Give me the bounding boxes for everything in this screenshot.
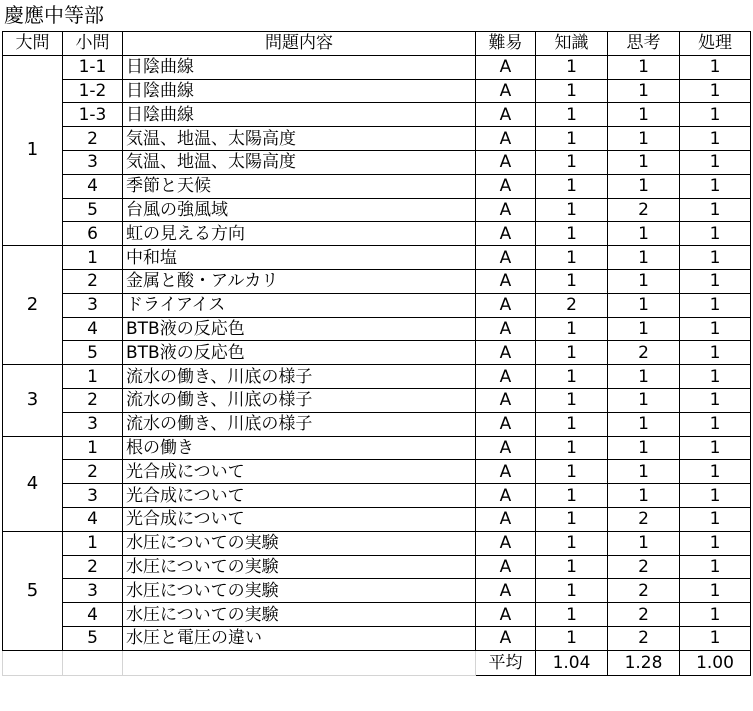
chishiki-cell: 1 (536, 127, 608, 151)
shori-cell: 1 (680, 507, 751, 531)
naiyou-cell: 金属と酸・アルカリ (123, 269, 476, 293)
nanieki-cell: A (476, 484, 536, 508)
chishiki-cell: 1 (536, 174, 608, 198)
nanieki-cell: A (476, 460, 536, 484)
question-table (2, 31, 751, 676)
shori-cell: 1 (680, 150, 751, 174)
nanieki-cell: A (476, 198, 536, 222)
shomon-cell: 5 (63, 198, 123, 222)
daimon-cell: 3 (3, 365, 63, 436)
chishiki-cell: 1 (536, 603, 608, 627)
nanieki-cell: A (476, 436, 536, 460)
table-row (3, 484, 751, 508)
naiyou-cell: 台風の強風域 (123, 198, 476, 222)
table-row (3, 555, 751, 579)
chishiki-cell: 1 (536, 507, 608, 531)
table-row (3, 246, 751, 270)
nanieki-cell: A (476, 603, 536, 627)
nanieki-cell: A (476, 388, 536, 412)
nanieki-cell: A (476, 341, 536, 365)
average-shikou: 1.28 (608, 650, 680, 675)
naiyou-cell: 根の働き (123, 436, 476, 460)
shomon-cell: 2 (63, 127, 123, 151)
shikou-cell: 1 (608, 79, 680, 103)
shomon-cell: 4 (63, 507, 123, 531)
nanieki-cell: A (476, 555, 536, 579)
average-row (3, 650, 751, 675)
table-row (3, 198, 751, 222)
naiyou-cell: BTB液の反応色 (123, 317, 476, 341)
header-row (3, 32, 751, 56)
table-row (3, 412, 751, 436)
nanieki-cell: A (476, 79, 536, 103)
shomon-cell: 1 (63, 246, 123, 270)
daimon-cell: 5 (3, 531, 63, 650)
naiyou-cell: 虹の見える方向 (123, 222, 476, 246)
shikou-cell: 2 (608, 603, 680, 627)
shikou-cell: 1 (608, 246, 680, 270)
naiyou-cell: 水圧についての実験 (123, 603, 476, 627)
naiyou-cell: BTB液の反応色 (123, 341, 476, 365)
shikou-cell: 1 (608, 222, 680, 246)
table-row (3, 127, 751, 151)
chishiki-cell: 1 (536, 412, 608, 436)
chishiki-cell: 1 (536, 579, 608, 603)
table-row (3, 317, 751, 341)
shikou-cell: 1 (608, 436, 680, 460)
table-row (3, 507, 751, 531)
table-row (3, 388, 751, 412)
shori-cell: 1 (680, 246, 751, 270)
table-row (3, 626, 751, 650)
shikou-cell: 1 (608, 460, 680, 484)
shikou-cell: 2 (608, 507, 680, 531)
nanieki-cell: A (476, 412, 536, 436)
shikou-cell: 1 (608, 103, 680, 127)
nanieki-cell: A (476, 246, 536, 270)
shori-cell: 1 (680, 388, 751, 412)
table-body (3, 55, 751, 650)
nanieki-cell: A (476, 174, 536, 198)
nanieki-cell: A (476, 579, 536, 603)
shikou-cell: 2 (608, 555, 680, 579)
nanieki-cell: A (476, 293, 536, 317)
naiyou-cell: 日陰曲線 (123, 55, 476, 79)
naiyou-cell: 流水の働き、川底の様子 (123, 412, 476, 436)
table-row (3, 269, 751, 293)
shomon-cell: 1-1 (63, 55, 123, 79)
naiyou-cell: 気温、地温、太陽高度 (123, 127, 476, 151)
shikou-cell: 1 (608, 317, 680, 341)
table-row (3, 579, 751, 603)
table-row (3, 55, 751, 79)
shikou-cell: 1 (608, 150, 680, 174)
chishiki-cell: 1 (536, 460, 608, 484)
table-row (3, 222, 751, 246)
header-daimon: 大問 (3, 32, 63, 56)
shikou-cell: 2 (608, 341, 680, 365)
average-chishiki: 1.04 (536, 650, 608, 675)
nanieki-cell: A (476, 531, 536, 555)
header-naiyou: 問題内容 (123, 32, 476, 56)
header-shomon: 小問 (63, 32, 123, 56)
naiyou-cell: 水圧と電圧の違い (123, 626, 476, 650)
shikou-cell: 2 (608, 626, 680, 650)
naiyou-cell: 中和塩 (123, 246, 476, 270)
table-row (3, 293, 751, 317)
shikou-cell: 1 (608, 484, 680, 508)
chishiki-cell: 1 (536, 388, 608, 412)
naiyou-cell: 気温、地温、太陽高度 (123, 150, 476, 174)
blank-cell (63, 650, 123, 675)
chishiki-cell: 1 (536, 436, 608, 460)
chishiki-cell: 1 (536, 103, 608, 127)
header-shikou: 思考 (608, 32, 680, 56)
chishiki-cell: 1 (536, 484, 608, 508)
chishiki-cell: 2 (536, 293, 608, 317)
shikou-cell: 2 (608, 579, 680, 603)
shomon-cell: 3 (63, 412, 123, 436)
header-shori: 処理 (680, 32, 751, 56)
naiyou-cell: 光合成について (123, 507, 476, 531)
header-nanieki: 難易 (476, 32, 536, 56)
shori-cell: 1 (680, 460, 751, 484)
shikou-cell: 1 (608, 365, 680, 389)
chishiki-cell: 1 (536, 198, 608, 222)
shomon-cell: 4 (63, 603, 123, 627)
shikou-cell: 1 (608, 412, 680, 436)
shomon-cell: 1-3 (63, 103, 123, 127)
shomon-cell: 1 (63, 365, 123, 389)
table-row (3, 79, 751, 103)
nanieki-cell: A (476, 269, 536, 293)
shikou-cell: 1 (608, 388, 680, 412)
shomon-cell: 3 (63, 484, 123, 508)
naiyou-cell: 日陰曲線 (123, 103, 476, 127)
shomon-cell: 4 (63, 174, 123, 198)
shori-cell: 1 (680, 293, 751, 317)
shori-cell: 1 (680, 269, 751, 293)
shori-cell: 1 (680, 127, 751, 151)
shori-cell: 1 (680, 436, 751, 460)
shikou-cell: 1 (608, 269, 680, 293)
shikou-cell: 1 (608, 174, 680, 198)
chishiki-cell: 1 (536, 246, 608, 270)
nanieki-cell: A (476, 103, 536, 127)
chishiki-cell: 1 (536, 269, 608, 293)
chishiki-cell: 1 (536, 555, 608, 579)
sheet-title: 慶應中等部 (4, 3, 104, 27)
table-row (3, 150, 751, 174)
table-row (3, 603, 751, 627)
shomon-cell: 2 (63, 388, 123, 412)
daimon-cell: 4 (3, 436, 63, 531)
shori-cell: 1 (680, 365, 751, 389)
shomon-cell: 3 (63, 293, 123, 317)
nanieki-cell: A (476, 507, 536, 531)
shomon-cell: 1 (63, 436, 123, 460)
chishiki-cell: 1 (536, 150, 608, 174)
shomon-cell: 2 (63, 555, 123, 579)
naiyou-cell: 光合成について (123, 484, 476, 508)
table-row (3, 531, 751, 555)
average-label: 平均 (476, 650, 536, 675)
shomon-cell: 3 (63, 150, 123, 174)
shikou-cell: 2 (608, 198, 680, 222)
chishiki-cell: 1 (536, 55, 608, 79)
nanieki-cell: A (476, 55, 536, 79)
nanieki-cell: A (476, 150, 536, 174)
shomon-cell: 6 (63, 222, 123, 246)
shori-cell: 1 (680, 484, 751, 508)
shori-cell: 1 (680, 55, 751, 79)
naiyou-cell: 光合成について (123, 460, 476, 484)
shikou-cell: 1 (608, 293, 680, 317)
daimon-cell: 1 (3, 55, 63, 245)
shori-cell: 1 (680, 555, 751, 579)
shori-cell: 1 (680, 579, 751, 603)
daimon-cell: 2 (3, 246, 63, 365)
nanieki-cell: A (476, 626, 536, 650)
table-row (3, 460, 751, 484)
nanieki-cell: A (476, 127, 536, 151)
shomon-cell: 3 (63, 579, 123, 603)
chishiki-cell: 1 (536, 531, 608, 555)
shori-cell: 1 (680, 341, 751, 365)
shomon-cell: 5 (63, 341, 123, 365)
shori-cell: 1 (680, 626, 751, 650)
naiyou-cell: 水圧についての実験 (123, 555, 476, 579)
shori-cell: 1 (680, 174, 751, 198)
nanieki-cell: A (476, 317, 536, 341)
shomon-cell: 2 (63, 269, 123, 293)
shori-cell: 1 (680, 103, 751, 127)
naiyou-cell: 日陰曲線 (123, 79, 476, 103)
shomon-cell: 4 (63, 317, 123, 341)
chishiki-cell: 1 (536, 79, 608, 103)
shikou-cell: 1 (608, 531, 680, 555)
blank-cell (123, 650, 476, 675)
naiyou-cell: 季節と天候 (123, 174, 476, 198)
blank-cell (3, 650, 63, 675)
table-row (3, 436, 751, 460)
shori-cell: 1 (680, 531, 751, 555)
shikou-cell: 1 (608, 127, 680, 151)
naiyou-cell: 水圧についての実験 (123, 531, 476, 555)
shori-cell: 1 (680, 79, 751, 103)
nanieki-cell: A (476, 222, 536, 246)
chishiki-cell: 1 (536, 626, 608, 650)
nanieki-cell: A (476, 365, 536, 389)
chishiki-cell: 1 (536, 365, 608, 389)
table-row (3, 341, 751, 365)
shori-cell: 1 (680, 198, 751, 222)
naiyou-cell: 水圧についての実験 (123, 579, 476, 603)
shori-cell: 1 (680, 317, 751, 341)
shomon-cell: 2 (63, 460, 123, 484)
shomon-cell: 5 (63, 626, 123, 650)
header-chishiki: 知識 (536, 32, 608, 56)
shomon-cell: 1-2 (63, 79, 123, 103)
shomon-cell: 1 (63, 531, 123, 555)
naiyou-cell: 流水の働き、川底の様子 (123, 388, 476, 412)
shori-cell: 1 (680, 603, 751, 627)
naiyou-cell: ドライアイス (123, 293, 476, 317)
chishiki-cell: 1 (536, 222, 608, 246)
naiyou-cell: 流水の働き、川底の様子 (123, 365, 476, 389)
table-row (3, 103, 751, 127)
table-row (3, 365, 751, 389)
shikou-cell: 1 (608, 55, 680, 79)
chishiki-cell: 1 (536, 341, 608, 365)
shori-cell: 1 (680, 222, 751, 246)
shori-cell: 1 (680, 412, 751, 436)
table-row (3, 174, 751, 198)
average-shori: 1.00 (680, 650, 751, 675)
chishiki-cell: 1 (536, 317, 608, 341)
